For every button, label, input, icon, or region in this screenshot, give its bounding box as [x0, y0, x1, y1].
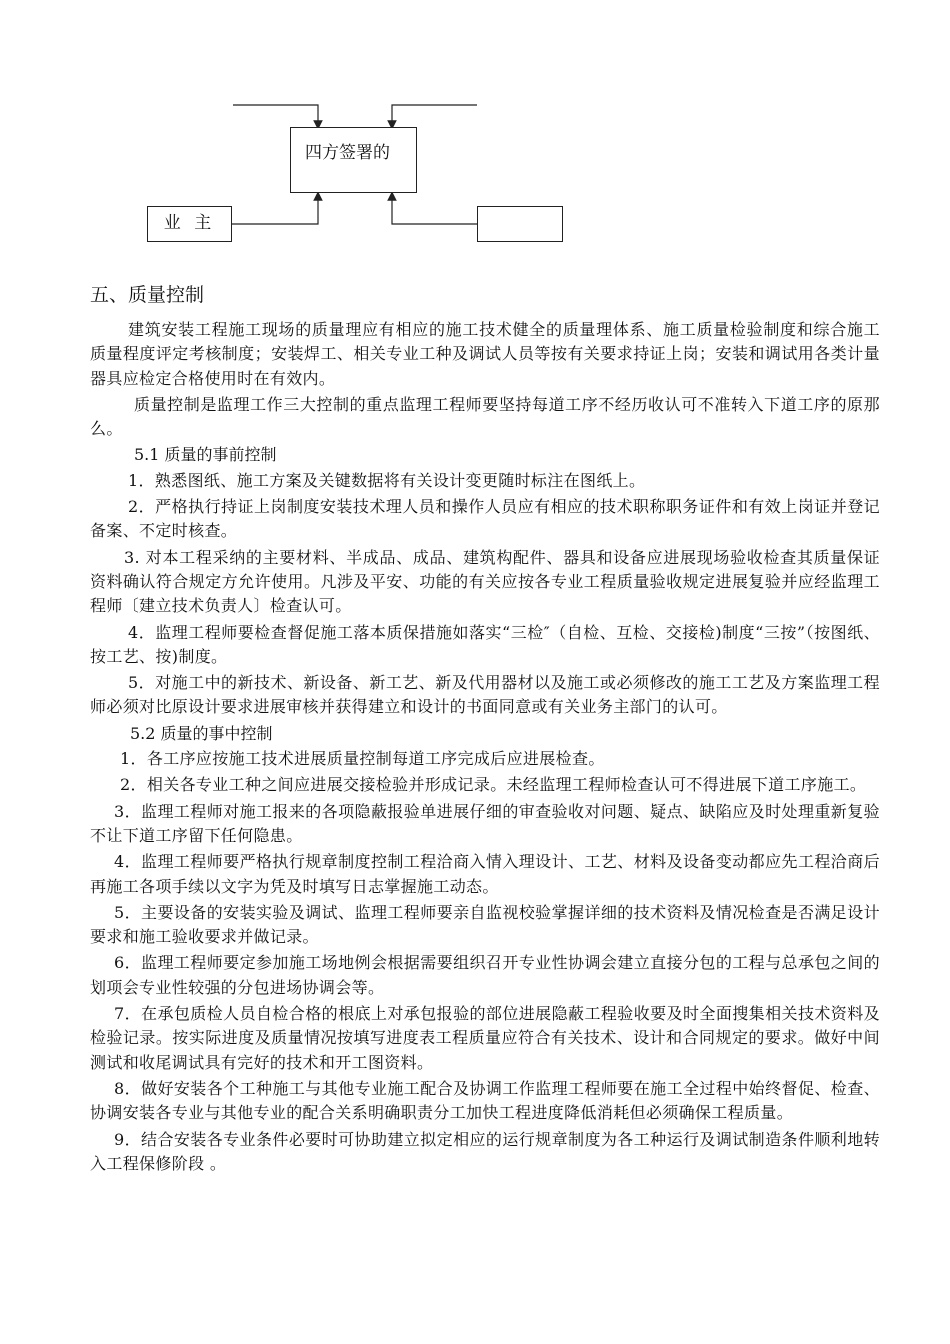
in-process-item-1: 1．各工序应按施工技术进展质量控制每道工序完成后应进展检查。 — [120, 749, 605, 769]
in-process-item-8: 8．做好安装各个工种施工与其他专业施工配合及协调工作监理工程师要在施工全过程中始终督促、检查、协调安装各专业与其他专业的配合关系明确职责分工加快工程进度降低消耗但必须确保工程质量。 — [90, 1078, 880, 1123]
unlabeled-party-box — [477, 206, 563, 242]
in-process-item-5: 5．主要设备的安装实验及调试、监理工程师要亲自监视校验掌握详细的技术资料及情况检查是否满足设计要求和施工验收要求并做记录。 — [90, 902, 880, 947]
subsection-heading-5-1: 5.1 质量的事前控制 — [134, 445, 277, 465]
section-title: 五、质量控制 — [90, 284, 205, 306]
pre-control-item-5: 5．对施工中的新技术、新设备、新工艺、新及代用器材以及施工或必须修改的施工工艺及方案监理工程师必须对比原设计要求进展审核并获得建立和设计的书面同意或有关业务主部门的认可。 — [90, 673, 880, 717]
pre-control-item-3: 3. 对本工程采纳的主要材料、半成品、成品、建筑构配件、器具和设备应进展现场验收检查其质量保证资料确认符合规定方允许使用。凡涉及平安、功能的有关应按各专业工程质量验收规定进展复验并应经监理工程师〔建立技术负责人〕检查认可。 — [90, 547, 880, 616]
connector-owner — [232, 196, 318, 224]
in-process-item-2: 2．相关各专业工种之间应进展交接检验并形成记录。未经监理工程师检查认可不得进展下道工序施工。 — [120, 775, 867, 795]
intro-paragraph-2: 质量控制是监理工作三大控制的重点监理工程师要坚持每道工序不经历收认可不准转入下道工序的原那么。 — [90, 394, 880, 439]
signing-flow-diagram — [0, 0, 950, 260]
subsection-heading-5-2: 5.2 质量的事中控制 — [130, 723, 273, 743]
pre-control-item-1: 1．熟悉图纸、施工方案及关键数据将有关设计变更随时标注在图纸上。 — [128, 470, 646, 490]
in-process-item-7: 7．在承包质检人员自检合格的根底上对承包报验的部位进展隐蔽工程验收要及时全面搜集相关技术资料及检验记录。按实际进度及质量情况按填写进度表工程质量应符合有关技术、设计和合同规定的要求。做好中间测试和收尾调试具有完好的技术和开工图资料。 — [90, 1004, 880, 1072]
in-process-item-3: 3．监理工程师对施工报来的各项隐蔽报验单进展仔细的审查验收对问题、疑点、缺陷应及时处理重新复验不让下道工序留下任何隐患。 — [90, 801, 880, 845]
connector-top-left — [233, 105, 318, 125]
intro-paragraph-1: 建筑安装工程施工现场的质量理应有相应的施工技术健全的质量理体系、施工质量检验制度和综合施工质量程度评定考核制度；安装焊工、相关专业工种及调试人员等按有关要求持证上岗；安装和调试用各类计量器具应检定合格使用时在有效内。 — [90, 320, 880, 388]
in-process-item-6: 6．监理工程师要定参加施工场地例会根据需要组织召开专业性协调会建立直接分包的工程与总承包之间的划项会专业性较强的分包进场协调会等。 — [90, 953, 880, 997]
diagram-connectors — [0, 0, 950, 260]
section-content — [90, 318, 880, 1178]
connector-top-right — [392, 105, 477, 125]
pre-control-item-2: 2．严格执行持证上岗制度安装技术理人员和操作人员应有相应的技术职称职务证件和有效上岗证并登记备案、不定时核查。 — [90, 497, 880, 541]
owner-box: 业 主 — [147, 206, 232, 242]
four-party-signing-box: 四方签署的 — [290, 127, 417, 193]
in-process-item-4: 4．监理工程师要严格执行规章制度控制工程洽商入情入理设计、工艺、材料及设备变动都应先工程洽商后再施工各项手续以文字为凭及时填写日志掌握施工动态。 — [90, 852, 880, 896]
connector-right — [392, 196, 477, 224]
pre-control-item-4: 4．监理工程师要检查督促施工落本质保措施如落实“三检″（自检、互检、交接检)制度“三按”（按图纸、按工艺、按)制度。 — [90, 622, 880, 666]
in-process-item-9: 9．结合安装各专业条件必要时可协助建立拟定相应的运行规章制度为各工种运行及调试制造条件顺利地转入工程保修阶段 。 — [90, 1129, 880, 1173]
